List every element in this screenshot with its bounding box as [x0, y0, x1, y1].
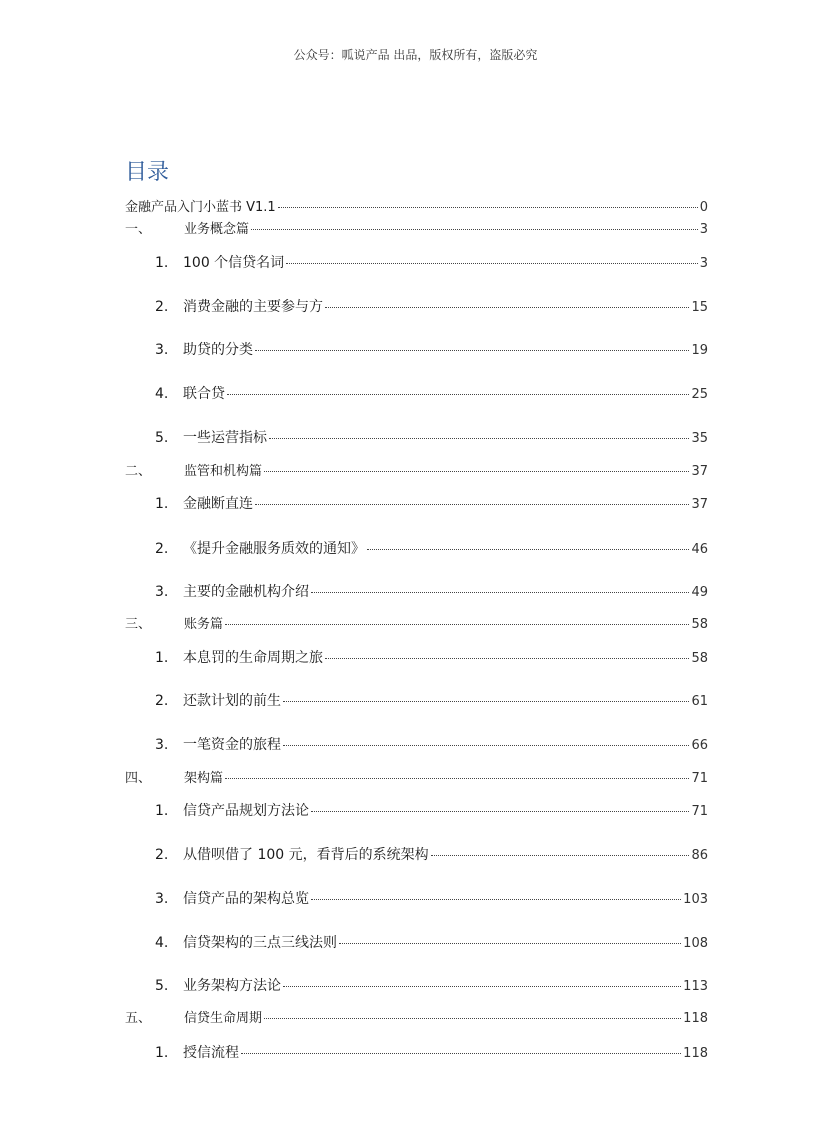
- dot-leader: [264, 1018, 681, 1019]
- toc-page-number: 19: [691, 343, 708, 358]
- toc-page-number: 49: [691, 585, 708, 600]
- toc-section-number: 四、: [125, 771, 152, 786]
- toc-entry-label: 信贷产品的架构总览: [183, 891, 309, 907]
- toc-section-3[interactable]: [125, 613, 708, 632]
- toc-item-number: 2.: [155, 541, 169, 557]
- toc-item[interactable]: [155, 647, 708, 667]
- dot-leader: [431, 855, 690, 856]
- toc-item[interactable]: [155, 296, 708, 316]
- toc-entry-label: 金融产品入门小蓝书 V1.1: [125, 200, 276, 215]
- toc-item-number: 1.: [155, 803, 169, 819]
- toc-page-number: 66: [691, 738, 708, 753]
- dot-leader: [325, 307, 689, 308]
- toc-page-number: 61: [691, 694, 708, 709]
- toc-item-number: 1.: [155, 255, 169, 271]
- toc-entry-label: 100 个信贷名词: [183, 255, 285, 271]
- toc-item-number: 5.: [155, 430, 169, 446]
- dot-leader: [264, 471, 689, 472]
- toc-item[interactable]: [155, 932, 708, 952]
- toc-page-number: 108: [683, 936, 708, 951]
- toc-page-number: 3: [699, 256, 708, 271]
- toc-page-number: 25: [691, 387, 708, 402]
- toc-item-number: 2.: [155, 299, 169, 315]
- toc-entry-label: 架构篇: [184, 771, 224, 786]
- toc-entry-label: 信贷架构的三点三线法则: [183, 935, 337, 951]
- toc-entry-label: 助贷的分类: [183, 342, 253, 358]
- toc-item-number: 2.: [155, 847, 169, 863]
- toc-entry-label: 监管和机构篇: [184, 464, 263, 479]
- toc-page-number: 71: [691, 771, 708, 786]
- dot-leader: [269, 438, 689, 439]
- dot-leader: [367, 549, 689, 550]
- toc-item[interactable]: [155, 427, 708, 447]
- toc-entry-label: 授信流程: [183, 1045, 239, 1061]
- toc-entry-label: 从借呗借了 100 元，看背后的系统架构: [183, 847, 429, 863]
- toc-section-1[interactable]: [125, 218, 708, 237]
- toc-page-number: 35: [691, 431, 708, 446]
- toc-item[interactable]: [155, 493, 708, 513]
- toc-section-number: 一、: [125, 222, 152, 237]
- toc-item-number: 3.: [155, 342, 169, 358]
- dot-leader: [225, 778, 689, 779]
- toc-item-number: 3.: [155, 737, 169, 753]
- dot-leader: [283, 745, 689, 746]
- toc-item-number: 5.: [155, 978, 169, 994]
- dot-leader: [311, 899, 681, 900]
- dot-leader: [251, 229, 698, 230]
- toc-section-5[interactable]: [125, 1007, 708, 1026]
- toc-item-number: 3.: [155, 584, 169, 600]
- toc-page-number: 58: [691, 651, 708, 666]
- toc-item[interactable]: [155, 844, 708, 864]
- toc-entry-label: 业务概念篇: [184, 222, 250, 237]
- toc-entry-label: 联合贷: [183, 386, 225, 402]
- toc-entry-label: 业务架构方法论: [183, 978, 281, 994]
- toc-page-number: 118: [683, 1046, 708, 1061]
- toc-item-number: 1.: [155, 650, 169, 666]
- toc-page-number: 118: [683, 1011, 708, 1026]
- toc-page-number: 3: [699, 222, 708, 237]
- toc-item-number: 1.: [155, 496, 169, 512]
- toc-page-number: 46: [691, 542, 708, 557]
- toc-section-number: 二、: [125, 464, 152, 479]
- toc-entry-label: 一笔资金的旅程: [183, 737, 281, 753]
- toc-entry-label: 账务篇: [184, 617, 224, 632]
- page-header: 公众号：呱说产品 出品，版权所有，盗版必究: [293, 48, 538, 62]
- toc-item-number: 2.: [155, 693, 169, 709]
- toc-item-number: 3.: [155, 891, 169, 907]
- toc-item[interactable]: [155, 252, 708, 272]
- toc-section-2[interactable]: [125, 460, 708, 479]
- toc-item[interactable]: [155, 888, 708, 908]
- toc-item[interactable]: [155, 734, 708, 754]
- toc-entry-label: 消费金融的主要参与方: [183, 299, 323, 315]
- toc-entry-label: 一些运营指标: [183, 430, 267, 446]
- toc-item[interactable]: [155, 339, 708, 359]
- toc-item-number: 4.: [155, 386, 169, 402]
- toc-item[interactable]: [155, 1042, 708, 1062]
- toc-page-number: 15: [691, 300, 708, 315]
- toc-page-number: 0: [699, 200, 708, 215]
- dot-leader: [286, 263, 698, 264]
- dot-leader: [278, 207, 698, 208]
- toc-entry-label: 信贷生命周期: [184, 1011, 263, 1026]
- toc-page-number: 86: [691, 848, 708, 863]
- toc-page-number: 58: [691, 617, 708, 632]
- toc-item[interactable]: [155, 538, 708, 558]
- toc-title: 目录: [125, 160, 170, 185]
- dot-leader: [241, 1053, 681, 1054]
- toc-entry-label: 还款计划的前生: [183, 693, 281, 709]
- dot-leader: [339, 943, 681, 944]
- toc-page-number: 37: [691, 464, 708, 479]
- toc-section-4[interactable]: [125, 767, 708, 786]
- dot-leader: [255, 350, 689, 351]
- toc-page-number: 103: [683, 892, 708, 907]
- dot-leader: [225, 624, 689, 625]
- toc-item[interactable]: [155, 383, 708, 403]
- toc-entry-label: 信贷产品规划方法论: [183, 803, 309, 819]
- toc-item[interactable]: [155, 690, 708, 710]
- toc-entry-label: 《提升金融服务质效的通知》: [183, 541, 365, 557]
- toc-section-number: 五、: [125, 1011, 152, 1026]
- toc-item[interactable]: [155, 800, 708, 820]
- dot-leader: [311, 811, 689, 812]
- toc-page-number: 113: [683, 979, 708, 994]
- dot-leader: [255, 504, 689, 505]
- dot-leader: [283, 701, 689, 702]
- toc-entry-label: 主要的金融机构介绍: [183, 584, 309, 600]
- dot-leader: [227, 394, 689, 395]
- toc-entry-label: 本息罚的生命周期之旅: [183, 650, 323, 666]
- toc-item[interactable]: [155, 581, 708, 601]
- toc-item[interactable]: [155, 975, 708, 995]
- toc-item-number: 4.: [155, 935, 169, 951]
- toc-entry-book-title[interactable]: [125, 196, 708, 215]
- dot-leader: [325, 658, 689, 659]
- dot-leader: [283, 986, 681, 987]
- toc-page-number: 37: [691, 497, 708, 512]
- toc-page-number: 71: [691, 804, 708, 819]
- toc-section-number: 三、: [125, 617, 152, 632]
- toc-item-number: 1.: [155, 1045, 169, 1061]
- toc-entry-label: 金融断直连: [183, 496, 253, 512]
- dot-leader: [311, 592, 689, 593]
